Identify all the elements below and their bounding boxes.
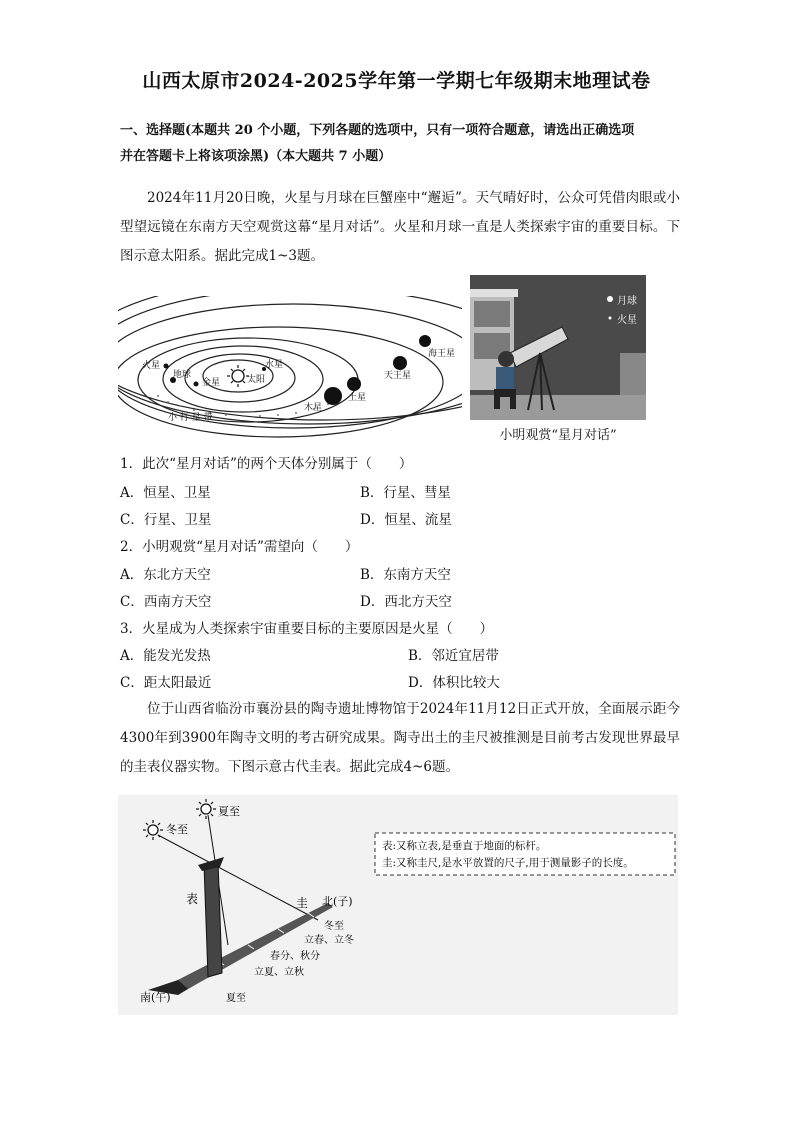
q3-option-d: D．体积比较大 [408, 675, 500, 691]
label-moon: 月球 [617, 296, 637, 307]
orbit-neptune [118, 296, 462, 420]
q2-option-c: C．西南方天空 [120, 594, 212, 610]
mars-dot [164, 364, 169, 369]
label-gui: 圭 [296, 896, 309, 910]
note-line-2: 圭:又称圭尺,是水平放置的尺子,用于测量影子的长度。 [382, 857, 634, 869]
q1-option-b: B．行星、彗星 [360, 485, 451, 501]
moon-dot [607, 296, 613, 302]
label-earth: 地球 [173, 370, 192, 380]
q2-option-a: A．东北方天空 [120, 567, 211, 583]
label-north: 北(子) [322, 895, 353, 908]
venus-dot [194, 382, 199, 387]
solar-system-figure [118, 296, 462, 441]
neptune-dot [419, 335, 431, 347]
label-mars: 火星 [142, 361, 161, 371]
question-3-stem: 3．火星成为人类探索宇宙重要目标的主要原因是火星（ ） [120, 621, 494, 637]
question-1-stem: 1．此次“星月对话”的两个天体分别属于（ ） [120, 456, 413, 472]
photo-caption: 小明观赏“星月对话” [499, 428, 617, 443]
label-summer-autumn-begin: 立夏、立秋 [254, 967, 304, 978]
gnomon-figure [118, 795, 678, 1015]
label-asteroid-belt: 小 行 星 带 [168, 413, 213, 423]
section-heading-line1: 一、选择题(本题共 20 个小题，下列各题的选项中，只有一项符合题意，请选出正确选项 [120, 123, 635, 138]
label-sun: 太阳 [247, 375, 266, 385]
note-line-1: 表:又称立表,是垂直于地面的标杆。 [382, 840, 547, 852]
label-biao: 表 [186, 892, 199, 906]
label-winter-mark: 冬至 [324, 921, 344, 932]
jupiter-dot [324, 387, 342, 405]
q1-option-a: A．恒星、卫星 [120, 485, 211, 501]
label-south: 南(午) [140, 991, 171, 1004]
question-2-stem: 2．小明观赏“星月对话”需望向（ ） [120, 539, 359, 555]
mars-dot [609, 317, 612, 320]
q3-option-c: C．距太阳最近 [120, 675, 212, 691]
label-saturn: 土星 [348, 393, 367, 403]
label-neptune: 海王星 [428, 349, 456, 359]
passage-1: 2024年11月20日晚，火星与月球在巨蟹座中“邂逅”。天气晴好时，公众可凭借肉眼或小型望远镜在东南方天空观赏这幕“星月对话”。火星和月球一直是人类探索宇宙的重要目标。下图示意太阳系。据此完成1~3题。 [120, 190, 680, 264]
q2-option-d: D．西北方天空 [360, 594, 452, 610]
passage-2: 位于山西省临汾市襄汾县的陶寺遗址博物馆于2024年11月12日正式开放，全面展示距今4300年到3900年陶寺文明的考古研究成果。陶寺出土的圭尺被推测是目前考古发现世界最早的圭表仪器实物。下图示意古代圭表。据此完成4~6题。 [120, 701, 680, 775]
section-heading-line2: 并在答题卡上将该项涂黑)（本大题共 7 小题） [120, 149, 392, 164]
label-uranus: 天王星 [384, 371, 412, 381]
label-venus: 金星 [202, 378, 221, 388]
q3-option-a: A．能发光发热 [120, 648, 211, 664]
page-title: 山西太原市2024-2025学年第一学期七年级期末地理试卷 [142, 70, 651, 92]
q3-option-b: B．邻近宜居带 [408, 648, 499, 664]
q1-option-c: C．行星、卫星 [120, 512, 212, 528]
saturn-dot [347, 377, 361, 391]
orbit-uranus [118, 296, 462, 424]
section-heading [120, 118, 680, 170]
stargazing-photo [470, 275, 646, 420]
label-summer-mark: 夏至 [226, 993, 246, 1004]
winter-sun-icon [143, 820, 163, 840]
q1-option-d: D．恒星、流星 [360, 512, 452, 528]
sun-icon [227, 365, 249, 387]
label-jupiter: 木星 [304, 403, 323, 413]
label-mars-photo: 火星 [617, 315, 637, 326]
label-equinox: 春分、秋分 [270, 951, 320, 962]
label-spring-winter-begin: 立春、立冬 [304, 935, 354, 946]
label-winter-sun: 冬至 [166, 823, 188, 836]
summer-sun-icon [196, 799, 216, 819]
uranus-dot [393, 356, 407, 370]
q2-option-b: B．东南方天空 [360, 567, 451, 583]
label-summer-sun: 夏至 [218, 805, 240, 818]
label-mercury: 水星 [265, 360, 284, 370]
